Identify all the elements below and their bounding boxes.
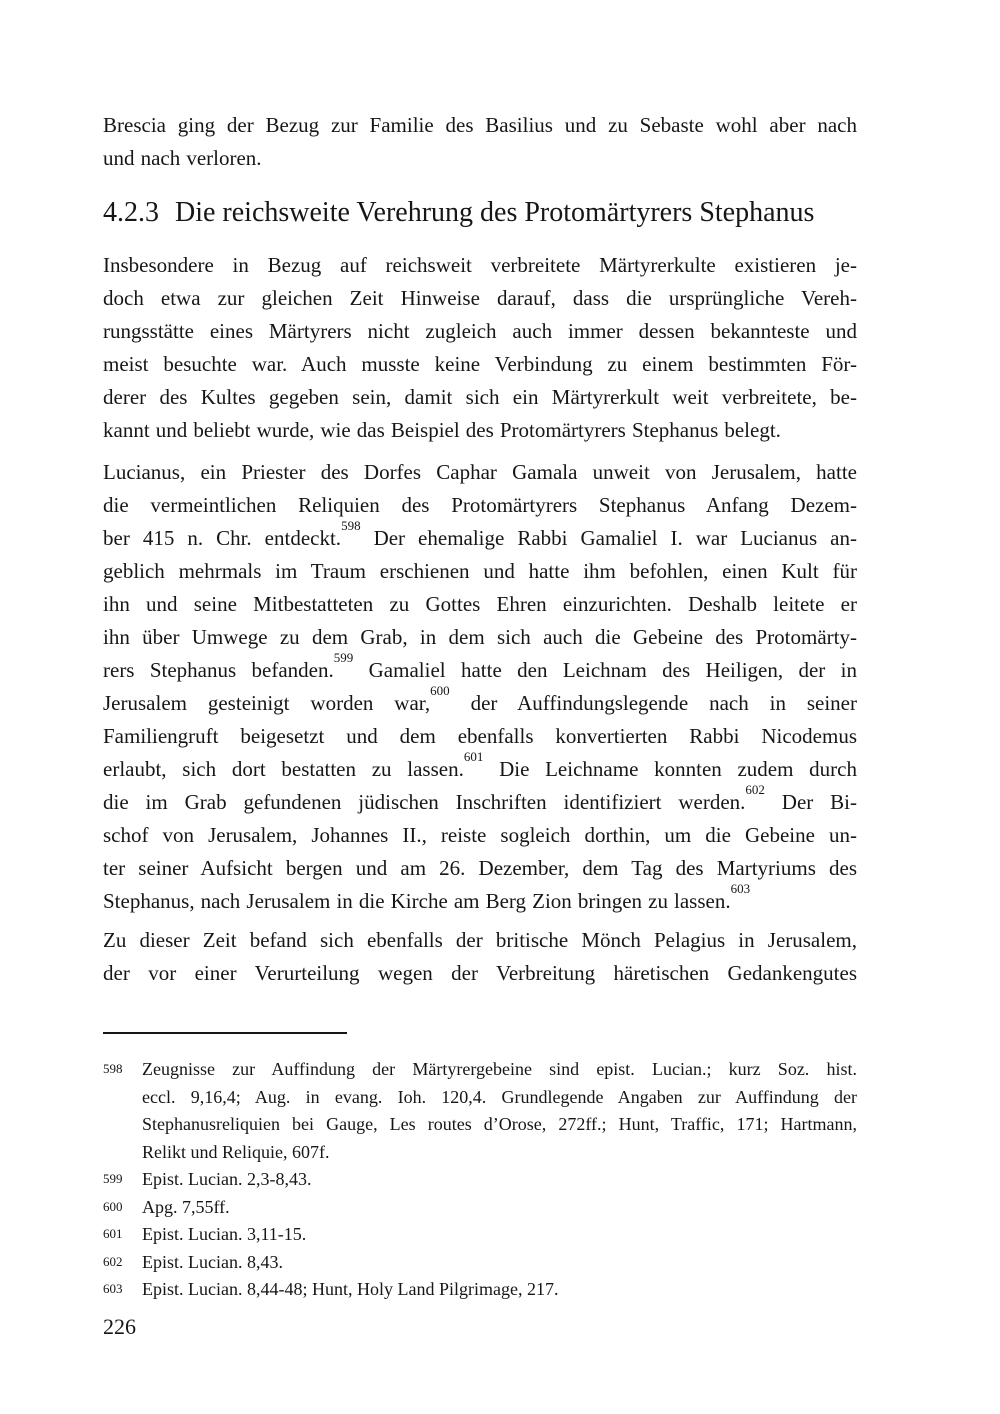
text-line: ber 415 n. Chr. entdeckt.$^{598}$ Der ehemalige Rabbi Gamaliel I. war Lucianus an-: [103, 517, 857, 550]
text-line: schof von Jerusalem, Johannes II., reiste sogleich dorthin, um die Gebeine un-: [103, 823, 857, 847]
section-title: Die reichsweite Verehrung des Protomärtyrers Stephanus: [175, 197, 815, 228]
text-line: Insbesondere in Bezug auf reichsweit verbreitete Märtyrerkulte existieren je-: [103, 253, 857, 277]
footnote-marker: 598: [103, 1061, 123, 1076]
text-line: ihn und seine Mitbestatteten zu Gottes Ehren einzurichten. Deshalb leitete er: [103, 592, 857, 616]
footnote-reference: 601: [463, 748, 484, 764]
footnote-line: Zeugnisse zur Auffindung der Märtyrergebeine sind epist. Lucian.; kurz Soz. hist.: [142, 1059, 857, 1079]
footnote-text: [142, 1276, 857, 1304]
footnote-marker: 600: [103, 1198, 123, 1214]
text-line: Stephanus, nach Jerusalem in die Kirche am Berg Zion bringen zu lassen.$^{603}$: [103, 880, 751, 913]
paragraph-3: [103, 924, 857, 990]
footnote-reference: 602: [745, 781, 765, 797]
text-line: doch etwa zur gleichen Zeit Hinweise darauf, dass die ursprüngliche Vereh-: [103, 286, 857, 310]
text-line: meist besuchte war. Auch musste keine Verbindung zu einem bestimmten För-: [103, 352, 857, 376]
text-line: rers Stephanus befanden.$^{599}$ Gamaliel hatte den Leichnam des Heiligen, der in: [103, 649, 857, 682]
paragraph-intro: [103, 109, 857, 175]
footnote: [103, 1276, 857, 1304]
footnote-reference: 603: [730, 880, 751, 896]
text-line: die im Grab gefundenen jüdischen Inschriften identifiziert werden.$^{602}$ Der Bi-: [103, 781, 858, 814]
footnote: [103, 1221, 857, 1249]
text-line: der vor einer Verurteilung wegen der Verbreitung häretischen Gedankengutes: [103, 961, 857, 985]
footnote-text: [142, 1056, 857, 1166]
paragraph-2: [103, 456, 857, 918]
footnote-line: Stephanusreliquien bei Gauge, Les routes d’Orose, 272ff.; Hunt, Traffic, 171; Hartmann,: [142, 1114, 857, 1134]
footnote-marker: 602: [103, 1253, 123, 1269]
text-line: Jerusalem gesteinigt worden war,$^{600}$ der Auffindungslegende nach in seiner: [103, 682, 857, 715]
text-line: Familiengruft beigesetzt und dem ebenfalls konvertierten Rabbi Nicodemus: [103, 724, 857, 748]
footnote-marker: 601: [103, 1226, 123, 1241]
text-line: die vermeintlichen Reliquien des Protomärtyrers Stephanus Anfang Dezem-: [103, 493, 857, 517]
text-line: Brescia ging der Bezug zur Familie des Basilius und zu Sebaste wohl aber nach: [103, 113, 857, 137]
footnote-text: [142, 1249, 857, 1277]
paragraph-1: [103, 249, 857, 447]
footnote: [103, 1056, 857, 1166]
text-line: Zu dieser Zeit befand sich ebenfalls der britische Mönch Pelagius in Jerusalem,: [103, 928, 857, 952]
text-line: kannt und beliebt wurde, wie das Beispiel des Protomärtyrers Stephanus belegt.: [103, 418, 781, 442]
section-heading: [103, 192, 857, 234]
footnote-line: Epist. Lucian. 8,43.: [142, 1251, 283, 1272]
footnote: [103, 1194, 857, 1222]
text-line: derer des Kultes gegeben sein, damit sich ein Märtyrerkult weit verbreitete, be-: [103, 385, 857, 409]
footnote-text: [142, 1166, 857, 1194]
footnote-text: [142, 1221, 857, 1249]
footnote-marker: 603: [103, 1281, 123, 1296]
text-line: erlaubt, sich dort bestatten zu lassen.$^{601}$ Die Leichname konnten zudem durch: [103, 748, 857, 781]
footnotes-section: [103, 1056, 857, 1304]
text-line: und nach verloren.: [103, 146, 262, 170]
text-line: geblich mehrmals im Traum erschienen und hatte ihm befohlen, einen Kult für: [103, 559, 857, 583]
footnote-separator: [103, 1032, 347, 1034]
footnote-line: Relikt und Reliquie, 607f.: [142, 1141, 330, 1162]
footnote-line: Epist. Lucian. 2,3-8,43.: [142, 1169, 312, 1189]
text-line: Lucianus, ein Priester des Dorfes Caphar Gamala unweit von Jerusalem, hatte: [103, 460, 857, 484]
footnote-reference: 599: [333, 649, 354, 665]
footnote-line: eccl. 9,16,4; Aug. in evang. Ioh. 120,4. Grundlegende Angaben zur Auffindung der: [142, 1086, 857, 1107]
footnote-reference: 598: [341, 517, 361, 533]
footnote-text: [142, 1194, 857, 1222]
page-number: 226: [103, 1314, 136, 1339]
footnote-reference: 600: [430, 682, 450, 698]
text-block: [103, 0, 857, 1414]
footnote: [103, 1166, 857, 1194]
section-number: 4.2.3: [103, 197, 159, 228]
footnote-marker: 599: [103, 1171, 123, 1186]
text-line: ihn über Umwege zu dem Grab, in dem sich auch die Gebeine des Protomärty-: [103, 625, 857, 649]
footnote-line: Apg. 7,55ff.: [142, 1196, 230, 1217]
text-line: rungsstätte eines Märtyrers nicht zugleich auch immer dessen bekannteste und: [103, 319, 857, 343]
footnote-line: Epist. Lucian. 8,44-48; Hunt, Holy Land Pilgrimage, 217.: [142, 1279, 559, 1299]
text-line: ter seiner Aufsicht bergen und am 26. Dezember, dem Tag des Martyriums des: [103, 856, 857, 880]
footnote: [103, 1249, 857, 1277]
footnote-line: Epist. Lucian. 3,11-15.: [142, 1224, 307, 1244]
